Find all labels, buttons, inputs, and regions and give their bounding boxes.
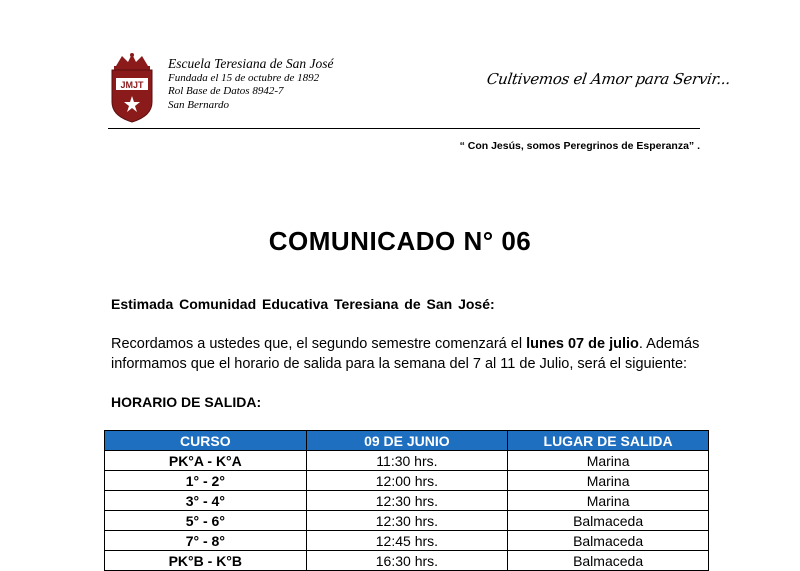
svg-text:JMJT: JMJT xyxy=(120,80,144,90)
table-row xyxy=(105,531,709,551)
location-cell: Marina xyxy=(508,491,709,511)
time-cell: 12:45 hrs. xyxy=(306,531,508,551)
schedule-table xyxy=(104,430,709,571)
location-cell: Balmaceda xyxy=(508,531,709,551)
location-cell: Marina xyxy=(508,471,709,491)
course-cell: PK°A - K°A xyxy=(105,451,307,471)
greeting: Estimada Comunidad Educativa Teresiana de San José: xyxy=(111,296,495,312)
time-cell: 16:30 hrs. xyxy=(306,551,508,571)
table-row xyxy=(105,451,709,471)
schedule-heading: HORARIO DE SALIDA: xyxy=(111,394,262,410)
table-row xyxy=(105,551,709,571)
location-cell: Balmaceda xyxy=(508,551,709,571)
school-name: Escuela Teresiana de San José xyxy=(168,56,334,71)
start-date-emphasis: lunes 07 de julio xyxy=(526,336,639,352)
tagline: “ Con Jesús, somos Peregrinos de Esperanza” . xyxy=(459,140,700,152)
column-header-course: CURSO xyxy=(105,431,307,451)
paragraph-text-c: . Además informamos que el horario de salida para la semana del 7 al 11 de Julio, será el siguiente: xyxy=(111,336,700,372)
school-crest-logo xyxy=(108,52,156,124)
course-cell: 5° - 6° xyxy=(105,511,307,531)
motto: Cultivemos el Amor para Servir... xyxy=(485,70,732,88)
course-cell: 7° - 8° xyxy=(105,531,307,551)
table-header-row xyxy=(105,431,709,451)
course-cell: 3° - 4° xyxy=(105,491,307,511)
school-info xyxy=(168,56,333,112)
paragraph-text-a: Recordamos a ustedes que, el segundo semestre comenzará el xyxy=(111,336,527,352)
time-cell: 12:30 hrs. xyxy=(306,511,508,531)
announcement-paragraph xyxy=(111,334,711,374)
founded-date: Fundada el 15 de octubre de 1892 xyxy=(168,72,320,85)
rbd-number: Rol Base de Datos 8942-7 xyxy=(168,85,284,98)
location-cell: Balmaceda xyxy=(508,511,709,531)
column-header-location: LUGAR DE SALIDA xyxy=(508,431,709,451)
document-title: COMUNICADO N° 06 xyxy=(268,226,532,256)
course-cell: PK°B - K°B xyxy=(105,551,307,571)
time-cell: 12:30 hrs. xyxy=(306,491,508,511)
table-row xyxy=(105,511,709,531)
table-row xyxy=(105,491,709,511)
course-cell: 1° - 2° xyxy=(105,471,307,491)
header-divider xyxy=(108,128,700,129)
table-row xyxy=(105,471,709,491)
time-cell: 12:00 hrs. xyxy=(306,471,508,491)
time-cell: 11:30 hrs. xyxy=(306,451,508,471)
location-cell: Marina xyxy=(508,451,709,471)
city: San Bernardo xyxy=(168,98,230,111)
column-header-time: 09 DE JUNIO xyxy=(306,431,508,451)
